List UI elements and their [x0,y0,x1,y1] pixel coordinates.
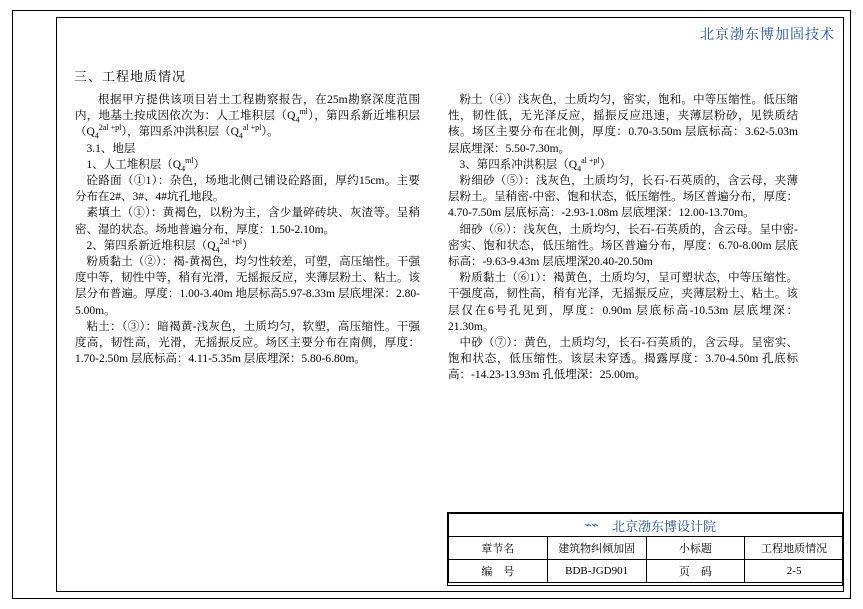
row-value-number: BDB-JGD901 [547,560,646,583]
paragraph: 2、第四系新近堆积层$(Q_4^{2al +pl})$ [86,237,254,255]
right-text-column [448,92,798,384]
row-label-subtitle: 小标题 [646,537,745,560]
paragraph: 粉细砂（⑤）：浅灰色，土质均匀，长石-石英质的，含云母，夹薄层粉土。呈稍密-中密、饱和状态，低压缩性。场区普遍分布，厚度：4.70-7.50m 层底标高：-2.93-1.08m 层底埋深：12.00-13.70m。 [448,175,798,220]
table-row [449,560,844,583]
paragraph: 中砂（⑦）：黄色，土质均匀，长石-石英质的，含云母。呈密实、饱和状态，低压缩性。该层未穿透。揭露厚度：3.70-4.50m 孔底标高：-14.23-13.93m 孔低埋深：25.00m。 [448,337,798,382]
paragraph: 砼路面（①1）：杂色，场地北侧己铺设砼路面，厚约15cm。主要分布在2#、3#、4#坑孔地段。 [75,175,420,204]
row-label-chapter: 章节名 [449,537,548,560]
row-value-subtitle: 工程地质情况 [745,537,844,560]
paragraph: 根据甲方提供该项目岩土工程勘察报告，在25m勘察深度范围内，地基土按成因依次为：人工堆积层$(Q_4^{ml})$，第四系新近堆积层$(Q_4^{2al +pl})$，第四系冲洪积层$(Q_4^{al +pl})$。 [75,94,420,141]
page-title: 三、工程地质情况 [74,69,187,84]
paragraph: 1、人工堆积层$(Q_4^{ml})$ [86,155,206,174]
row-value-chapter: 建筑物纠倾加固 [547,537,646,560]
company-logo-icon: ⌁⌁ [584,517,598,532]
paragraph: 细砂（⑥）：浅灰色，土质均匀，长石-石英质的，含云母。呈中密-密实、饱和状态，低压缩性。场区普遍分布，厚度：6.70-8.00m 层底标高：-9.63-9.43m 层底埋深20.40-20.50m [448,223,798,269]
paragraph: 素填土（①）：黄褐色，以粉为主，含少量碎砖块、灰渣等。呈稍密、湿的状态。场地普遍分布，厚度：1.50-2.10m。 [75,207,420,236]
title-block [447,512,843,586]
title-block-company-cell [449,514,844,537]
paragraph: 粘土：（③）：暗褐黄-浅灰色，土质均匀，软塑，高压缩性。干强度高，韧性高，光滑，无摇振反应。场区主要分布在南侧，厚度：1.70-2.50m 层底标高：4.11-5.35m 层底埋深：5.80-6.80m。 [75,320,420,366]
paragraph: 粉质黏土（②）：褐-黄褐色，均匀性较差，可塑，高压缩性。干强度中等，韧性中等，稍有光滑，无摇振反应，夹薄层粉土、粘土。该层分布普遍。厚度：1.00-3.40m 地层标高5.97-8.33m 层底埋深：2.80-5.00m。 [75,256,420,317]
row-label-page: 页 码 [646,560,745,583]
paragraph: 粉质黏土（⑥1）：褐黄色，土质均匀，呈可塑状态，中等压缩性。干强度高，韧性高，稍有光泽，无摇振反应，夹薄层粉土、粘土。该层仅在6号孔见到，厚度：0.90m 层底标高-10.53m 层底埋深：21.30m。 [448,272,798,333]
paragraph: 3、第四系冲洪积层$(Q_4^{al +pl})$ [459,155,612,174]
table-row [449,537,844,560]
row-value-page: 2-5 [745,560,844,583]
paragraph: 3.1、地层 [86,142,136,155]
company-name: 北京渤东博设计院 [611,518,716,534]
title-block-table [448,513,844,583]
left-text-column [75,92,420,367]
paragraph: 粉土（④）浅灰色，土质均匀，密实，饱和。中等压缩性。低压缩性，韧性低，无光泽反应，摇振反应迅速，夹薄层粉砂，见铁质结核。场区主要分布在北侧，厚度：0.70-3.50m 层底标高：3.62-5.03m 层底埋深：5.50-7.30m。 [448,94,798,155]
row-label-number: 编 号 [449,560,548,583]
table-row [449,514,844,537]
company-watermark: 北京渤东博加固技术 [700,27,835,43]
